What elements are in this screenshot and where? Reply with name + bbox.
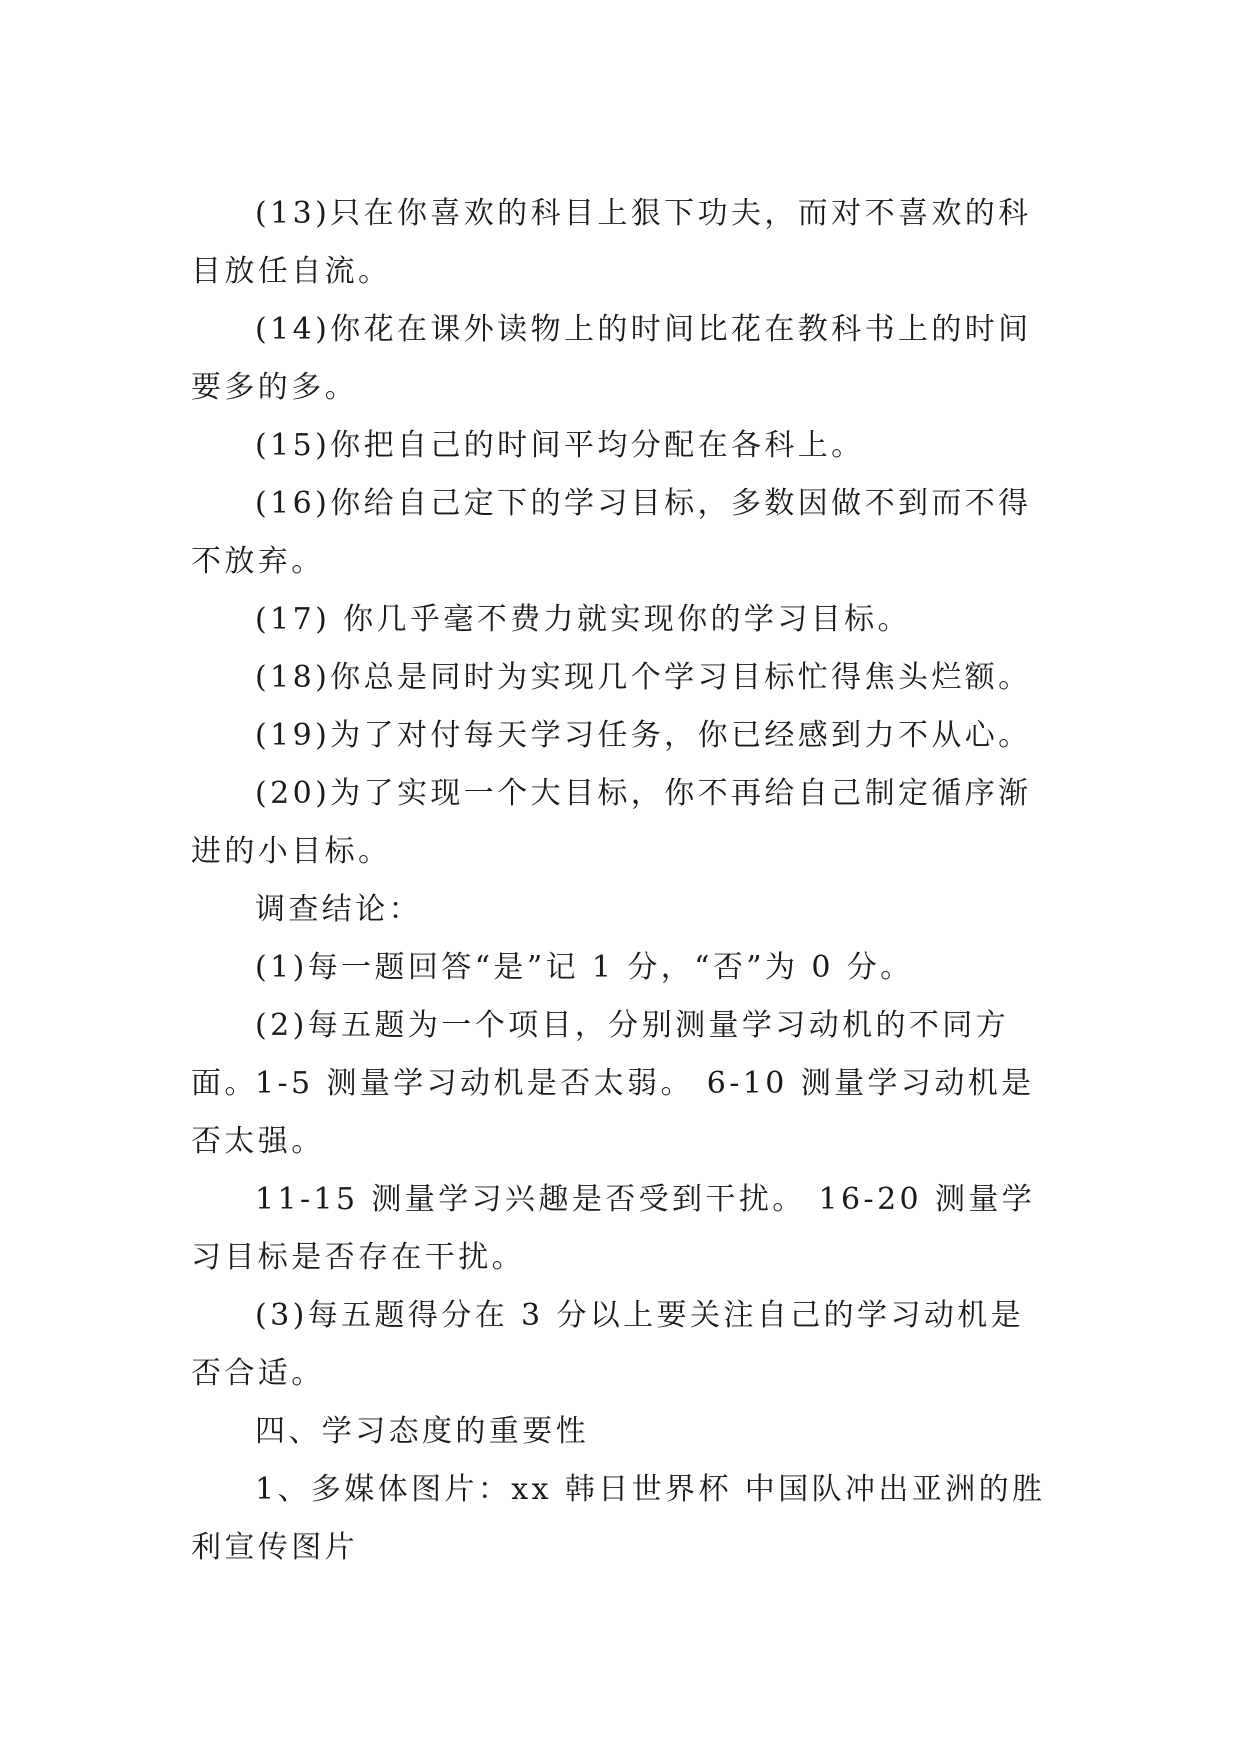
conclusion-item-1: (1)每一题回答“是”记 1 分，“否”为 0 分。 <box>255 950 914 985</box>
multimedia-item-1: 1、多媒体图片：xx 韩日世界杯 中国队冲出亚洲的胜利宣传图片 <box>191 1472 1046 1565</box>
paragraph-item-20: (20)为了实现一个大目标，你不再给自己制定循序渐进的小目标。 <box>191 776 1032 869</box>
conclusion-item-3: (3)每五题得分在 3 分以上要关注自己的学习动机是否合适。 <box>191 1298 1025 1391</box>
conclusion-range-1-10: 1-5 测量学习动机是否太弱。 6-10 测量学习动机是否太强。 <box>191 1066 1035 1159</box>
paragraph-item-14: (14)你花在课外读物上的时间比花在教科书上的时间要多的多。 <box>191 312 1032 405</box>
section-heading-four: 四、学习态度的重要性 <box>255 1414 589 1449</box>
paragraph-item-17: (17) 你几乎毫不费力就实现你的学习目标。 <box>255 602 911 637</box>
survey-conclusion-heading: 调查结论： <box>255 892 422 927</box>
paragraph-item-13: (13)只在你喜欢的科目上狠下功夫，而对不喜欢的科目放任自流。 <box>191 196 1032 289</box>
paragraph-item-16: (16)你给自己定下的学习目标，多数因做不到而不得不放弃。 <box>191 486 1032 579</box>
conclusion-item-2: (2)每五题为一个项目，分别测量学习动机的不同方面。 <box>191 1008 1010 1101</box>
paragraph-item-19: (19)为了对付每天学习任务，你已经感到力不从心。 <box>255 718 1032 753</box>
paragraph-item-18: (18)你总是同时为实现几个学习目标忙得焦头烂额。 <box>255 660 1032 695</box>
paragraph-item-15: (15)你把自己的时间平均分配在各科上。 <box>255 428 865 463</box>
conclusion-range-11-20: 11-15 测量学习兴趣是否受到干扰。 16-20 测量学习目标是否存在干扰。 <box>191 1182 1036 1275</box>
